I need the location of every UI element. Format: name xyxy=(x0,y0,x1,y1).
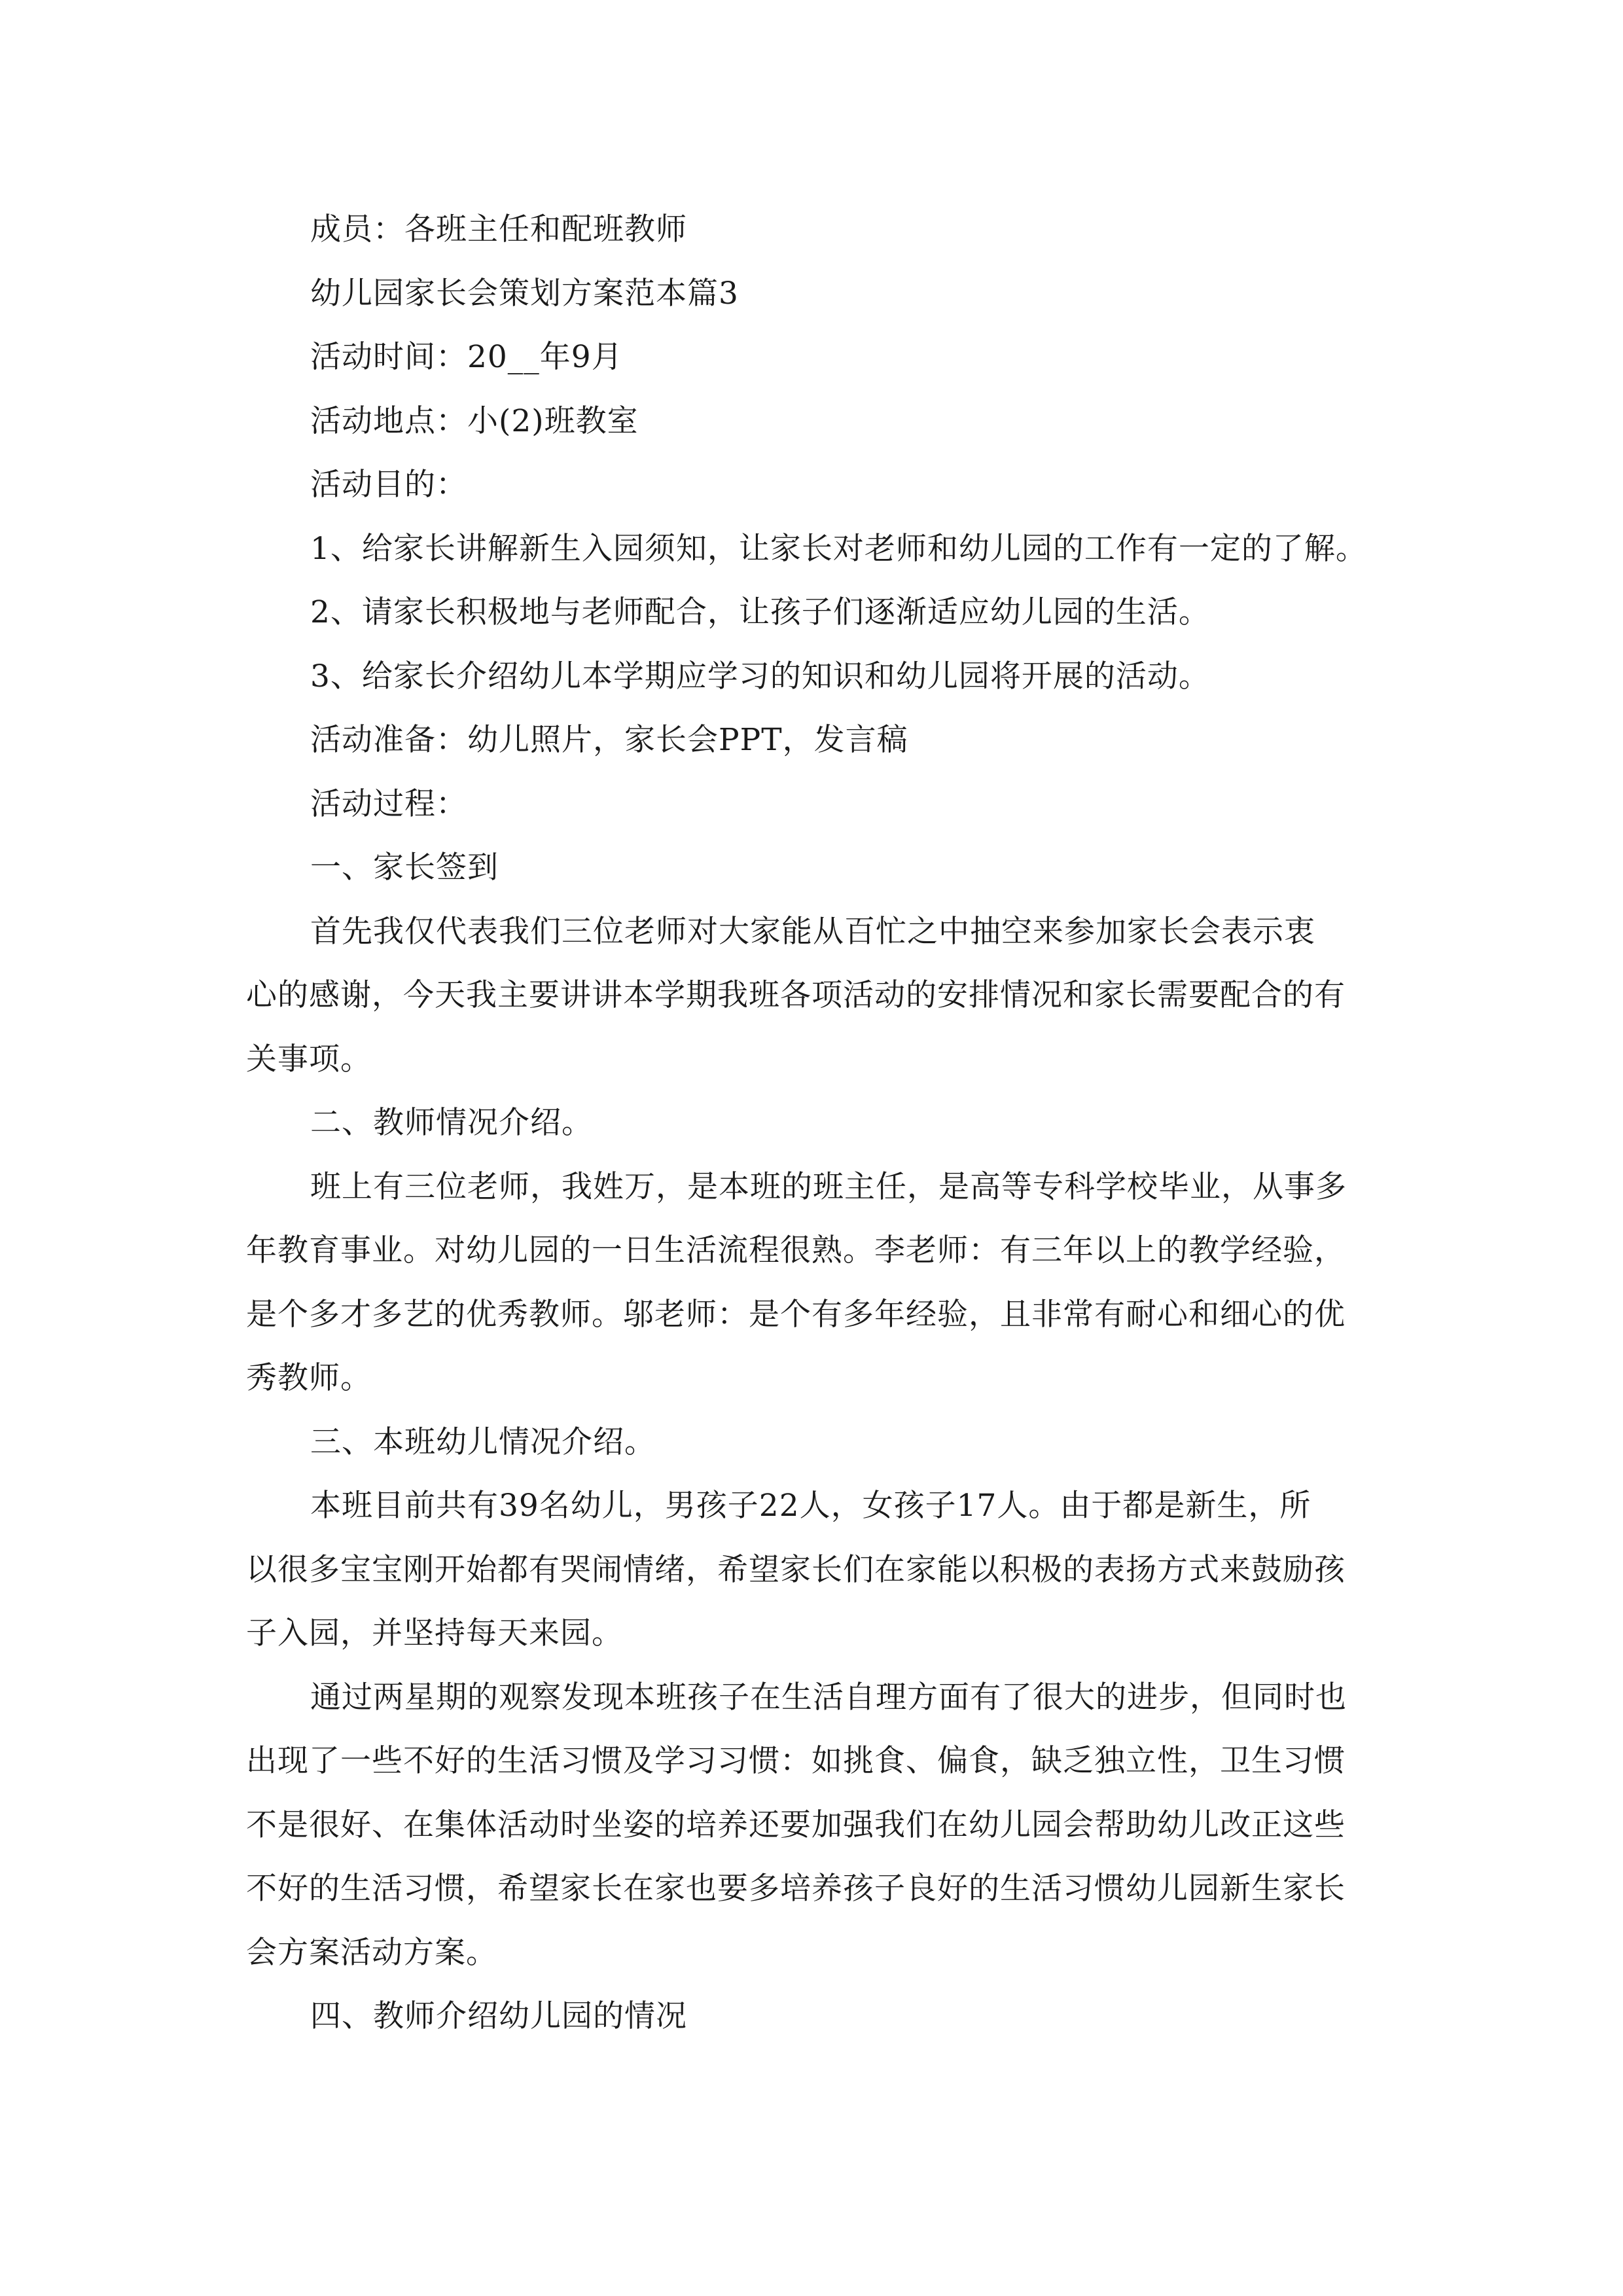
paragraph-line: 不好的生活习惯，希望家长在家也要多培养孩子良好的生活习惯幼儿园新生家长 xyxy=(246,1871,1346,1907)
paragraph-line: 以很多宝宝刚开始都有哭闹情绪，希望家长们在家能以积极的表扬方式来鼓励孩 xyxy=(246,1551,1346,1588)
paragraph-line: 年教育事业。对幼儿园的一日生活流程很熟。李老师：有三年以上的教学经验， xyxy=(246,1232,1346,1268)
paragraph-line: 子入园，并坚持每天来园。 xyxy=(246,1615,623,1651)
section-heading-4: 四、教师介绍幼儿园的情况 xyxy=(310,1998,687,2034)
plan-title: 幼儿园家长会策划方案范本篇3 xyxy=(310,275,739,312)
activity-time: 活动时间：20__年9月 xyxy=(310,339,623,375)
section-heading-3: 三、本班幼儿情况介绍。 xyxy=(310,1424,656,1460)
paragraph-line: 秀教师。 xyxy=(246,1360,372,1396)
paragraph-line: 班上有三位老师，我姓万，是本班的班主任，是高等专科学校毕业，从事多 xyxy=(310,1168,1347,1205)
paragraph-line: 是个多才多艺的优秀教师。邬老师：是个有多年经验，且非常有耐心和细心的优 xyxy=(246,1296,1346,1333)
activity-preparation: 活动准备：幼儿照片，家长会PPT，发言稿 xyxy=(310,722,908,758)
goal-item-1: 1、给家长讲解新生入园须知，让家长对老师和幼儿园的工作有一定的了解。 xyxy=(310,530,1367,567)
activity-goals-heading: 活动目的： xyxy=(310,467,467,503)
members-line: 成员：各班主任和配班教师 xyxy=(310,211,687,247)
paragraph-observation xyxy=(246,1666,1398,1985)
paragraph-line: 不是很好、在集体活动时坐姿的培养还要加强我们在幼儿园会帮助幼儿改正这些 xyxy=(246,1806,1346,1843)
paragraph-line: 本班目前共有39名幼儿，男孩子22人，女孩子17人。由于都是新生，所 xyxy=(310,1488,1311,1524)
section-heading-2: 二、教师情况介绍。 xyxy=(310,1105,593,1141)
section-heading-1: 一、家长签到 xyxy=(310,850,499,886)
paragraph-line: 出现了一些不好的生活习惯及学习习惯：如挑食、偏食，缺乏独立性，卫生习惯 xyxy=(246,1743,1346,1779)
document-body xyxy=(246,198,1398,2049)
paragraph-opening xyxy=(246,900,1398,1092)
paragraph-line: 首先我仅代表我们三位老师对大家能从百忙之中抽空来参加家长会表示衷 xyxy=(310,913,1315,950)
paragraph-line: 通过两星期的观察发现本班孩子在生活自理方面有了很大的进步，但同时也 xyxy=(310,1679,1347,1715)
paragraph-teachers xyxy=(246,1155,1398,1410)
goal-item-3: 3、给家长介绍幼儿本学期应学习的知识和幼儿园将开展的活动。 xyxy=(310,658,1210,694)
paragraph-line: 关事项。 xyxy=(246,1041,372,1077)
paragraph-line: 会方案活动方案。 xyxy=(246,1934,497,1971)
activity-location: 活动地点：小(2)班教室 xyxy=(310,403,639,439)
paragraph-class-children xyxy=(246,1474,1398,1666)
activity-process-heading: 活动过程： xyxy=(310,785,467,822)
goal-item-2: 2、请家长积极地与老师配合，让孩子们逐渐适应幼儿园的生活。 xyxy=(310,594,1210,630)
paragraph-line: 心的感谢，今天我主要讲讲本学期我班各项活动的安排情况和家长需要配合的有 xyxy=(246,977,1346,1013)
